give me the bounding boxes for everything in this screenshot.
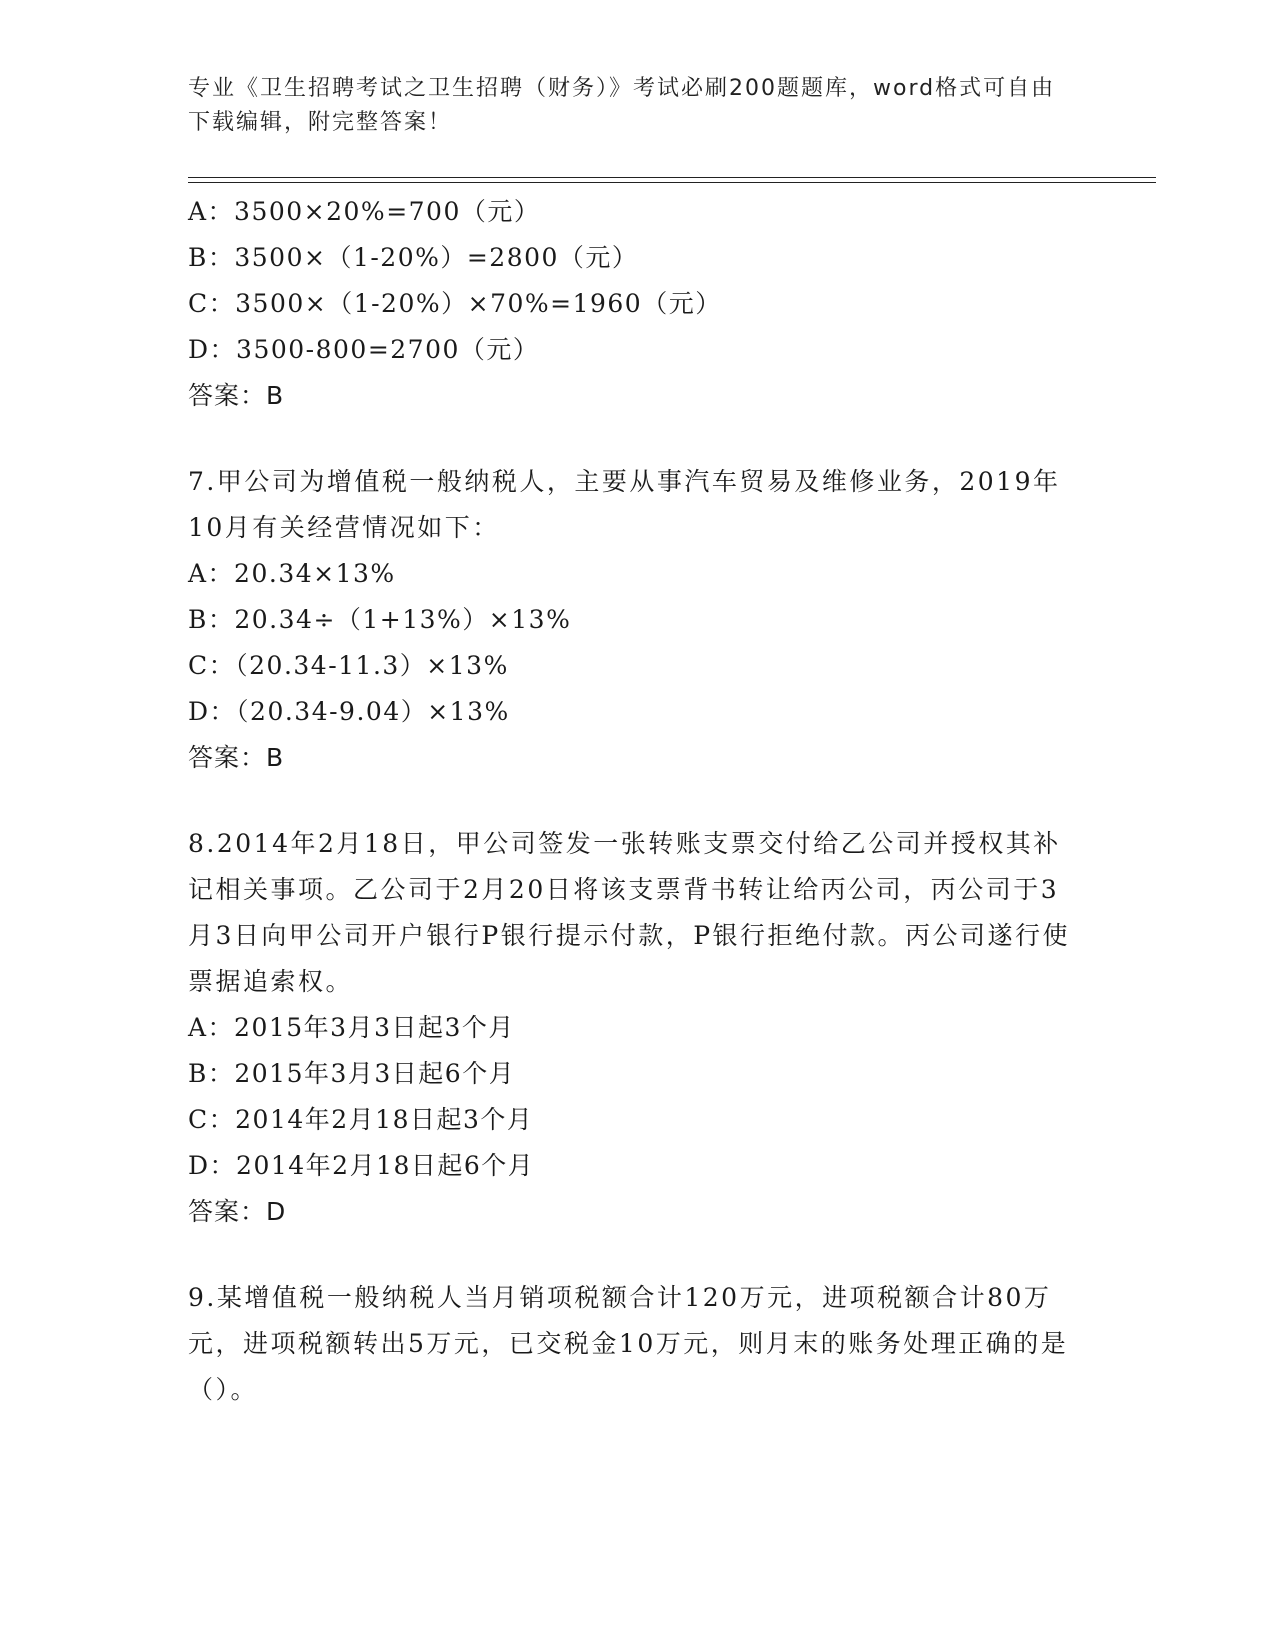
answer: 答案：B	[188, 743, 285, 772]
answer: 答案：B	[188, 381, 285, 410]
option-a: A：3500×20%=700（元）	[188, 197, 541, 226]
document-body	[188, 189, 1088, 1413]
option-b: B：3500×（1-20%）=2800（元）	[188, 243, 639, 272]
option-a: A：20.34×13%	[188, 559, 396, 588]
option-d: D：（20.34-9.04）×13%	[188, 697, 510, 726]
option-c: C：2014年2月18日起3个月	[188, 1105, 534, 1134]
page-header: 专业《卫生招聘考试之卫生招聘（财务）》考试必刷200题题库，word格式可自由下载编辑，附完整答案！	[188, 76, 1056, 135]
option-d: D：2014年2月18日起6个月	[188, 1151, 535, 1180]
question-7	[188, 459, 1088, 781]
question-stem: 9.某增值税一般纳税人当月销项税额合计120万元，进项税额合计80万元，进项税额转出5万元，已交税金10万元，则月末的账务处理正确的是（）。	[188, 1283, 1069, 1404]
question-6	[188, 189, 1088, 419]
option-c: C：（20.34-11.3）×13%	[188, 651, 509, 680]
header-rule-top	[188, 177, 1156, 178]
question-8	[188, 821, 1088, 1235]
option-c: C：3500×（1-20%）×70%=1960（元）	[188, 289, 722, 318]
option-b: B：2015年3月3日起6个月	[188, 1059, 516, 1088]
question-stem: 7.甲公司为增值税一般纳税人，主要从事汽车贸易及维修业务，2019年10月有关经营情况如下：	[188, 467, 1061, 542]
header-rule-bottom	[188, 182, 1156, 183]
question-9	[188, 1275, 1088, 1413]
question-stem: 8.2014年2月18日，甲公司签发一张转账支票交付给乙公司并授权其补记相关事项。乙公司于2月20日将该支票背书转让给丙公司，丙公司于3月3日向甲公司开户银行P银行提示付款，P银行拒绝付款。丙公司遂行使票据追索权。	[188, 829, 1071, 996]
option-a: A：2015年3月3日起3个月	[188, 1013, 515, 1042]
answer: 答案：D	[188, 1197, 287, 1226]
option-b: B：20.34÷（1+13%）×13%	[188, 605, 572, 634]
option-d: D：3500-800=2700（元）	[188, 335, 540, 364]
